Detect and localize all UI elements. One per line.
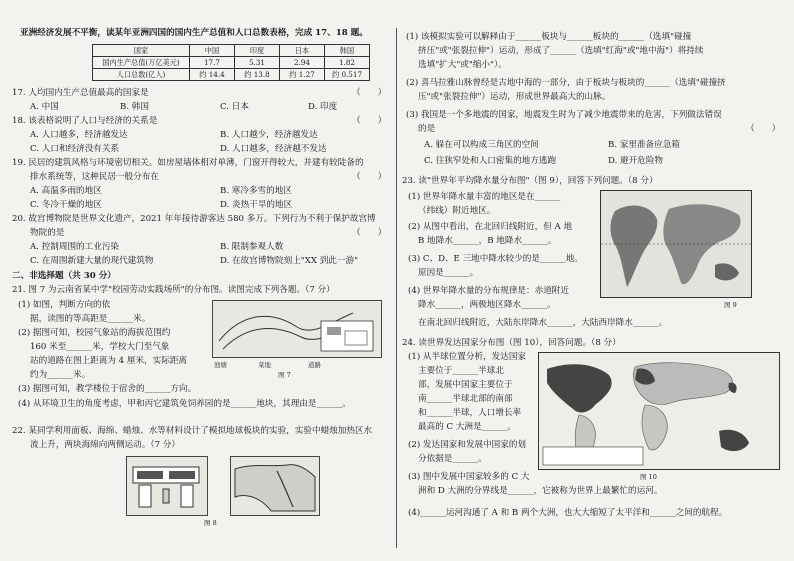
q22-part3-option-b: B. 家里准备应急箱 — [608, 140, 680, 150]
q23-part4-line2: 降水______，两极地区降水______。 — [418, 300, 556, 310]
q17-option-b: B. 韩国 — [120, 102, 149, 112]
q23-part4-line3: 在南北回归线附近，大陆东岸降水______，大陆西岸降水______。 — [418, 318, 668, 328]
section-2-heading: 二、非选择题（共 30 分） — [12, 271, 116, 281]
q20-option-a: A. 控制周围的工业污染 — [30, 242, 120, 252]
q24-part2-line2: 分依据是______。 — [418, 454, 487, 464]
q20-paren: （ ） — [352, 228, 387, 238]
q22-part1-line3: 选填"扩大"或"缩小"）。 — [418, 60, 507, 70]
table-cell: 日本 — [280, 45, 325, 57]
figure-9-caption: 图 9 — [724, 301, 737, 309]
contour-map-drawing — [213, 301, 381, 357]
q23-part2-line2: B 地降水______，B 地降水______。 — [418, 236, 557, 246]
q24-part1-line1: (1) 从半球位置分析，发达国家 — [408, 352, 527, 362]
q22-part3-line2: 的是 — [418, 124, 436, 134]
q23-stem: 23. 读"世界年平均降水量分布图"（图 9），回答下列问题。（8 分） — [402, 176, 658, 186]
table-cell: 约 14.4 — [190, 69, 235, 81]
column-divider — [396, 28, 397, 548]
q23-part4-line1: (4) 世界年降水量的分布规律是：赤道附近 — [408, 286, 569, 296]
table-cell: 5.31 — [235, 57, 280, 69]
q22-part3-option-a: A. 躲在可以构成三角区的空间 — [424, 140, 539, 150]
table-cell: 17.7 — [190, 57, 235, 69]
q20-option-d: D. 在故宫博物院刻上"XX 到此一游" — [220, 256, 359, 266]
q20-option-b: B. 限制参观人数 — [220, 242, 284, 252]
figure-10-caption: 图 10 — [640, 473, 657, 481]
world-map-drawing — [601, 191, 751, 297]
figure-8-map — [230, 456, 320, 516]
q19-paren: （ ） — [352, 172, 387, 182]
q19-stem-line2: 排水系统等，这种民居一般分布在 — [30, 172, 159, 182]
q20-stem-line2: 物院的是 — [30, 228, 65, 238]
q19-option-d: D. 炎热干旱的地区 — [220, 200, 293, 210]
world-map-drawing-2 — [539, 353, 779, 469]
q24-stem: 24. 读世界发达国家分布图（图 10），回答问题。（8 分） — [402, 338, 621, 348]
q17-option-d: D. 印度 — [308, 102, 338, 112]
experiment-drawing — [127, 457, 207, 515]
figure-7-map — [212, 300, 382, 358]
table-row — [93, 57, 370, 69]
q21-part1-line2: 据，读图的等高距是______米。 — [30, 314, 151, 324]
q21-part1-line1: (1) 如图，判断方向的依 — [18, 300, 111, 310]
q19-option-b: B. 寒冷多雪的地区 — [220, 186, 292, 196]
q18-option-d: D. 人口越多，经济越不发达 — [220, 144, 327, 154]
intro-text: 亚洲经济发展不平衡，读某年亚洲四国的国内生产总值和人口总数表格，完成 17、18 题。 — [20, 28, 368, 38]
fig7-legend-3: 道路 — [308, 361, 321, 369]
figure-8-experiment — [126, 456, 208, 516]
right-column — [402, 0, 786, 561]
figure-9-precipitation-map — [600, 190, 752, 298]
table-cell: 约 0.517 — [325, 69, 370, 81]
figure-8-caption: 图 8 — [204, 519, 217, 527]
q18-option-c: C. 人口和经济没有关系 — [30, 144, 120, 154]
q23-part3-line1: (3) C、D、E 三地中降水较少的是______地。 — [408, 254, 583, 264]
q22-part1-line2: 挤压"或"张裂拉伸"）运动，形成了______（选填"红海"或"地中海"）将持续 — [418, 46, 704, 56]
table-cell: 2.94 — [280, 57, 325, 69]
q19-stem-line1: 19. 民居的建筑风格与环境密切相关。如房屋墙体相对单薄，门窗开得较大，并建有较陡备的 — [12, 158, 364, 168]
q24-part1-line6: 最高的 C 大洲是______。 — [418, 422, 516, 432]
figure-7-caption: 图 7 — [278, 371, 291, 379]
q19-option-c: C. 冬冷干燥的地区 — [30, 200, 102, 210]
q24-part3-line2: 洲和 D 大洲的分界线是______，它被称为世界上最繁忙的运河。 — [418, 486, 663, 496]
table-cell: 1.82 — [325, 57, 370, 69]
q20-stem-line1: 20. 故宫博物院是世界文化遗产，2021 年年接待游客达 580 多万。下列行为不利于保护故宫博 — [12, 214, 376, 224]
q21-part2-line1: (2) 据图可知，校园气象站的海拔范围约 — [18, 328, 171, 338]
table-header-row — [93, 45, 370, 57]
q18-stem: 18. 该表格说明了人口与经济的关系是 — [12, 116, 158, 126]
q21-part4: (4) 从环境卫生的角度考虑，甲和丙它建筑免饲养园的是______地块，其理由是______。 — [18, 399, 351, 409]
q17-option-c: C. 日本 — [220, 102, 249, 112]
fig7-legend-2: 菜地 — [258, 361, 271, 369]
q24-part1-line5: 和______半球，人口增长率 — [418, 408, 522, 418]
fig7-legend-1: 池塘 — [214, 361, 227, 369]
q21-part3: (3) 据图可知，教学楼位于宿舍的______方向。 — [18, 384, 197, 394]
q22-part3-option-c: C. 往狭窄处和人口密集的地方逃跑 — [424, 156, 557, 166]
q23-part2-line1: (2) 从图中看出，在北回归线附近，但 A 地 — [408, 222, 573, 232]
q19-option-a: A. 高温多雨的地区 — [30, 186, 102, 196]
q21-part2-line2: 160 米至______米，学校大门至气象 — [30, 342, 170, 352]
q18-option-b: B. 人口越少，经济越发达 — [220, 130, 318, 140]
plate-map-drawing — [231, 457, 319, 515]
q22-part3-option-d: D. 避开危险物 — [608, 156, 664, 166]
left-column — [8, 0, 390, 561]
q22-part2-line2: 压"或"张裂拉伸"）运动，形成世界最高大的山脉。 — [418, 92, 611, 102]
q17-stem: 17. 人均国内生产总值最高的国家是 — [12, 88, 149, 98]
q22-stem-line2: 流上升，两块海绵向两侧运动。（7 分） — [30, 440, 180, 450]
table-cell: 国内生产总值(万亿美元) — [93, 57, 190, 69]
data-table — [92, 44, 370, 81]
table-cell: 印度 — [235, 45, 280, 57]
table-cell: 中国 — [190, 45, 235, 57]
figure-10-developed-countries-map — [538, 352, 780, 470]
table-cell: 约 13.8 — [235, 69, 280, 81]
q22-part2-line1: (2) 喜马拉雅山脉曾经是古地中海的一部分，由于板块与板块的______（选填"碰撞挤 — [406, 78, 726, 88]
q24-part4: (4)______运河沟通了 A 和 B 两个大洲，也大大缩短了太平洋和______之间的航程。 — [408, 508, 728, 518]
q18-paren: （ ） — [352, 116, 387, 126]
table-cell: 国家 — [93, 45, 190, 57]
q22-stem-line1: 22. 某同学利用面板、海绵、蜡烛、水等材料设计了模拟地球板块的实验，实验中蜡烛加热区水 — [12, 426, 373, 436]
table-row — [93, 69, 370, 81]
q24-part2-line1: (2) 发达国家和发展中国家的划 — [408, 440, 527, 450]
q17-paren: （ ） — [352, 88, 387, 98]
q20-option-c: C. 在周围新建大量的现代建筑物 — [30, 256, 154, 266]
table-cell: 人口总数(亿人) — [93, 69, 190, 81]
q22-part3-paren: （ ） — [746, 124, 781, 134]
q24-part1-line4: 南______半球北部的南部 — [418, 394, 513, 404]
table-cell: 韩国 — [325, 45, 370, 57]
q21-stem: 21. 图 7 为云南省某中学"校园劳动实践场所"的分布图。读图完成下列各题。（7 分） — [12, 285, 335, 295]
q23-part1-line2: （纬线）附近地区。 — [418, 206, 496, 216]
q17-option-a: A. 中国 — [30, 102, 59, 112]
table-cell: 约 1.27 — [280, 69, 325, 81]
q24-part1-line3: 部，发展中国家主要位于 — [418, 380, 513, 390]
q24-part1-line2: 主要位于______半球北 — [418, 366, 504, 376]
q18-option-a: A. 人口越多，经济越发达 — [30, 130, 128, 140]
q22-part3-line1: (3) 我国是一个多地震的国家，地震发生时为了减少地震带来的危害，下列做法错误 — [406, 110, 722, 120]
q21-part2-line3: 站的道路在图上距离为 4 厘米，实际距离 — [30, 356, 188, 366]
q23-part3-line2: 原因是______。 — [418, 268, 479, 278]
q21-part2-line4: 约为______米。 — [30, 370, 91, 380]
q23-part1-line1: (1) 世界年降水量丰富的地区是在______ — [408, 192, 561, 202]
q22-part1-line1: (1) 该模拟实验可以解释由于______板块与______板块的______（选填"碰撞 — [406, 32, 692, 42]
q24-part3-line1: (3) 图中发展中国家较多的 C 大 — [408, 472, 530, 482]
